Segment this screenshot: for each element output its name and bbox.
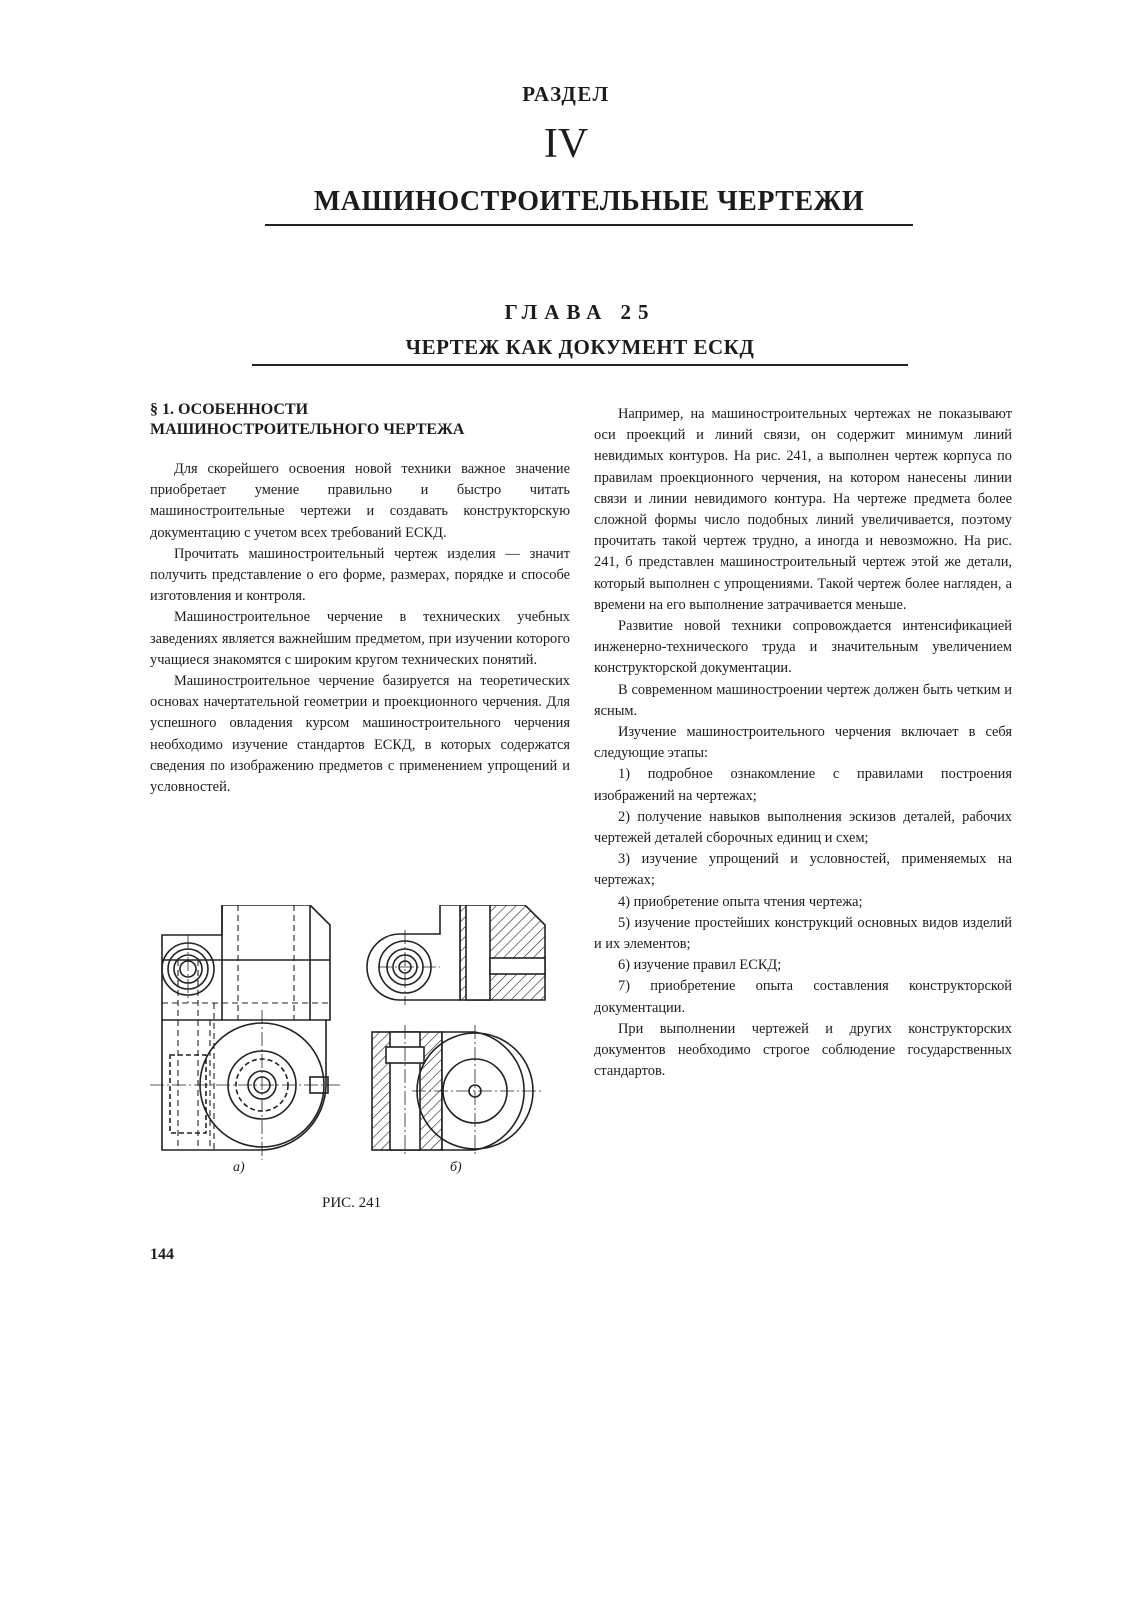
body-paragraph: Для скорейшего освоения новой техники важное значение приобретает умение правильно и быстро читать машиностроительные чертежи и создавать конструкторскую документацию с учетом всех требований ЕСКД. <box>150 461 570 541</box>
chapter-title: ЧЕРТЕЖ КАК ДОКУМЕНТ ЕСКД <box>405 335 755 359</box>
body-paragraph: Изучение машиностроительного черчения включает в себя следующие этапы: <box>594 724 1012 762</box>
body-paragraph: Машиностроительное черчение в технических учебных заведениях является важнейшим предметом, при изучении которого учащиеся знакомятся с широким кругом технических понятий. <box>150 609 570 668</box>
list-item: 2) получение навыков выполнения эскизов деталей, рабочих чертежей деталей сборочных единиц и схем; <box>594 808 1012 847</box>
right-text-column <box>594 404 1012 1083</box>
view-a-hidden-lines <box>162 905 330 1150</box>
list-item: 3) изучение упрощений и условностей, применяемых на чертежах; <box>594 851 1012 889</box>
paragraph-heading-line2: МАШИНОСТРОИТЕЛЬНОГО ЧЕРТЕЖА <box>150 421 465 438</box>
figure-caption: РИС. 241 <box>322 1195 382 1211</box>
figure-label-a: а) <box>233 1160 245 1175</box>
figure-view-b <box>367 905 545 1157</box>
section-label: РАЗДЕЛ <box>522 82 610 106</box>
list-item: 7) приобретение опыта составления конструкторской документации. <box>594 978 1012 1016</box>
list-item: 4) приобретение опыта чтения чертежа; <box>618 893 863 910</box>
paragraph-heading <box>150 400 570 440</box>
list-item: 6) изучение правил ЕСКД; <box>618 957 782 974</box>
left-text-column <box>150 459 570 798</box>
page-number: 144 <box>150 1246 174 1263</box>
body-paragraph: При выполнении чертежей и других конструкторских документов необходимо строгое соблюдение государственных стандартов. <box>594 1020 1012 1080</box>
section-title: МАШИНОСТРОИТЕЛЬНЫЕ ЧЕРТЕЖИ <box>313 186 865 217</box>
body-paragraph: Развитие новой техники сопровождается интенсификацией инженерно-технического труда и значительным увеличением конструкторской документации. <box>594 618 1012 677</box>
body-paragraph: Например, на машиностроительных чертежах не показывают оси проекций и линий связи, он содержит минимум линий невидимых контуров. На рис. 241, а выполнен чертеж корпуса по правилам проекционного черчения, на котором нанесены линии связи и линии невидимого контура. На чертеже предмета более сложной формы число подобных линий увеличивается, поэтому прочитать такой чертеж трудно, а иногда и невозможно. На рис. 241, б представлен машиностроительный чертеж этой же детали, который выполнен с упрощениями. Такой чертеж более нагляден, а времени на его выполнение затрачивается меньше. <box>594 406 1012 613</box>
figure-label-b: б) <box>450 1160 462 1175</box>
body-paragraph: Прочитать машиностроительный чертеж изделия — значит получить представление о его форме, размерах, порядке и способе изготовления и контроля. <box>150 545 570 605</box>
body-paragraph: Машиностроительное черчение базируется на теоретических основах начертательной геометрии и проекционного черчения. Для успешного овладения курсом машиностроительного черчения необходимо изучение стандартов ЕСКД, в которых содержатся сведения по изображению предметов с применением упрощений и условностей. <box>150 673 570 796</box>
paragraph-heading-line1: § 1. ОСОБЕННОСТИ <box>150 401 309 418</box>
section-number: IV <box>543 121 589 167</box>
list-item: 5) изучение простейших конструкций основных видов изделий и их элементов; <box>594 914 1012 953</box>
figure-view-a <box>150 905 340 1160</box>
body-paragraph: В современном машиностроении чертеж должен быть четким и ясным. <box>594 681 1012 719</box>
list-item: 1) подробное ознакомление с правилами построения изображений на чертежах; <box>594 766 1012 804</box>
view-b-side-hole <box>490 958 545 974</box>
figure-241-drawing <box>150 905 570 1180</box>
view-b-top-bore <box>466 905 490 1000</box>
chapter-rule <box>252 364 908 366</box>
chapter-label: ГЛАВА 25 <box>504 300 656 324</box>
section-rule <box>265 224 913 226</box>
